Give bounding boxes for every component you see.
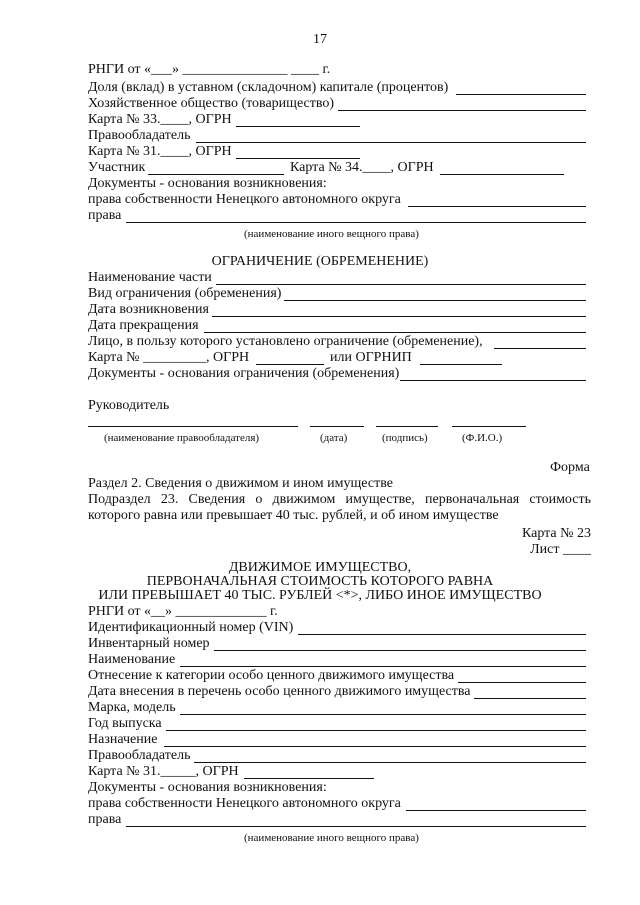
beneficiary-field[interactable] (494, 348, 586, 349)
list-date-label: Дата внесения в перечень особо ценного движимого имущества (88, 684, 471, 699)
movable-card31-label: Карта № 31._____, ОГРН (88, 764, 239, 779)
movable-ownership-label: права собственности Ненецкого автономного округа (88, 796, 401, 811)
rngi-line: РНГИ от «___» _______________ ____ г. (88, 62, 331, 77)
category-label: Отнесение к категории особо ценного движимого имущества (88, 668, 455, 683)
cap-sign: (подпись) (382, 432, 428, 444)
card-23: Карта № 23 (521, 526, 591, 541)
card34-ogrn-field[interactable] (440, 174, 564, 175)
year-field[interactable] (166, 730, 586, 731)
restriction-docs-label: Документы - основания ограничения (обременения) (88, 366, 400, 381)
movable-right-label: права (88, 812, 122, 827)
model-label: Марка, модель (88, 700, 176, 715)
start-date-field[interactable] (212, 316, 586, 317)
right-caption: (наименование иного вещного права) (244, 228, 419, 240)
movable-docs-label: Документы - основания возникновения: (88, 780, 327, 795)
movable-rngi-line: РНГИ от «__» _____________ г. (88, 604, 278, 619)
movable-card31-ogrn-field[interactable] (244, 778, 374, 779)
end-date-field[interactable] (204, 332, 586, 333)
section-title: Раздел 2. Сведения о движимом и ином имуществе (88, 476, 393, 491)
fio-field[interactable] (452, 426, 526, 427)
part-name-label: Наименование части (88, 270, 212, 285)
purpose-label: Назначение (88, 732, 158, 747)
end-date-label: Дата прекращения (88, 318, 199, 333)
page-number: 17 (313, 32, 327, 47)
movable-ownership-field[interactable] (406, 810, 586, 811)
ownership-label: права собственности Ненецкого автономного округа (88, 192, 401, 207)
right-field[interactable] (126, 222, 586, 223)
sheet-label: Лист ____ (530, 542, 591, 557)
year-label: Год выпуска (88, 716, 162, 731)
card31-label: Карта № 31.____, ОГРН (88, 144, 232, 159)
participant-label: Участник (88, 160, 146, 175)
ownership-field[interactable] (408, 206, 586, 207)
vin-label: Идентификационный номер (VIN) (88, 620, 294, 635)
restriction-kind-field[interactable] (284, 300, 586, 301)
inventory-label: Инвентарный номер (88, 636, 210, 651)
list-date-field[interactable] (474, 698, 586, 699)
card31-ogrn-field[interactable] (236, 158, 360, 159)
card33-ogrn-field[interactable] (236, 126, 360, 127)
subsection-line-2: которого равна или превышает 40 тыс. рублей, и об ином имуществе (88, 508, 499, 523)
restriction-kind-label: Вид ограничения (обременения) (88, 286, 282, 301)
holder-field[interactable] (196, 142, 586, 143)
cap-holder: (наименование правообладателя) (104, 432, 260, 444)
inventory-field[interactable] (214, 650, 586, 651)
cap-fio: (Ф.И.О.) (462, 432, 503, 444)
movable-holder-label: Правообладатель (88, 748, 191, 763)
restriction-title: ОГРАНИЧЕНИЕ (ОБРЕМЕНЕНИЕ) (211, 254, 429, 269)
card34-label: Карта № 34.____, ОГРН (290, 160, 434, 175)
vin-field[interactable] (298, 634, 586, 635)
right-label: права (88, 208, 122, 223)
form-label: Форма (550, 460, 590, 475)
share-label: Доля (вклад) в уставном (складочном) капитале (процентов) (88, 80, 449, 95)
signature-field[interactable] (376, 426, 438, 427)
holder-label: Правообладатель (88, 128, 191, 143)
movable-right-field[interactable] (126, 826, 586, 827)
movable-title-3: ИЛИ ПРЕВЫШАЕТ 40 ТЫС. РУБЛЕЙ <*>, ЛИБО ИНОЕ ИМУЩЕСТВО (98, 588, 542, 603)
subsection-line-1: Подраздел 23. Сведения о движимом имуществе, первоначальная стоимость (88, 492, 591, 507)
beneficiary-label: Лицо, в пользу которого установлено ограничение (обременение), (88, 334, 483, 349)
restriction-ogrn-field[interactable] (256, 364, 324, 365)
name-field[interactable] (180, 666, 586, 667)
movable-right-caption: (наименование иного вещного права) (244, 832, 419, 844)
name-label: Наименование (88, 652, 176, 667)
category-field[interactable] (458, 682, 586, 683)
ogrnip-field[interactable] (420, 364, 502, 365)
company-label: Хозяйственное общество (товарищество) (88, 96, 335, 111)
restriction-docs-field[interactable] (400, 380, 586, 381)
movable-holder-field[interactable] (194, 762, 586, 763)
cap-date: (дата) (320, 432, 348, 444)
start-date-label: Дата возникновения (88, 302, 209, 317)
restriction-card-label: Карта № _________, ОГРН (88, 350, 250, 365)
movable-title-2: ПЕРВОНАЧАЛЬНАЯ СТОИМОСТЬ КОТОРОГО РАВНА (146, 574, 494, 589)
ogrnip-label: или ОГРНИП (330, 350, 412, 365)
model-field[interactable] (180, 714, 586, 715)
head-label: Руководитель (88, 398, 170, 413)
movable-title-1: ДВИЖИМОЕ ИМУЩЕСТВО, (228, 560, 412, 575)
participant-field[interactable] (148, 174, 284, 175)
share-field[interactable] (456, 94, 586, 95)
part-name-field[interactable] (216, 284, 586, 285)
docs-label: Документы - основания возникновения: (88, 176, 327, 191)
holder-name-sign-field[interactable] (88, 426, 298, 427)
company-field[interactable] (338, 110, 586, 111)
date-sign-field[interactable] (310, 426, 364, 427)
card33-label: Карта № 33.____, ОГРН (88, 112, 232, 127)
purpose-field[interactable] (164, 746, 586, 747)
